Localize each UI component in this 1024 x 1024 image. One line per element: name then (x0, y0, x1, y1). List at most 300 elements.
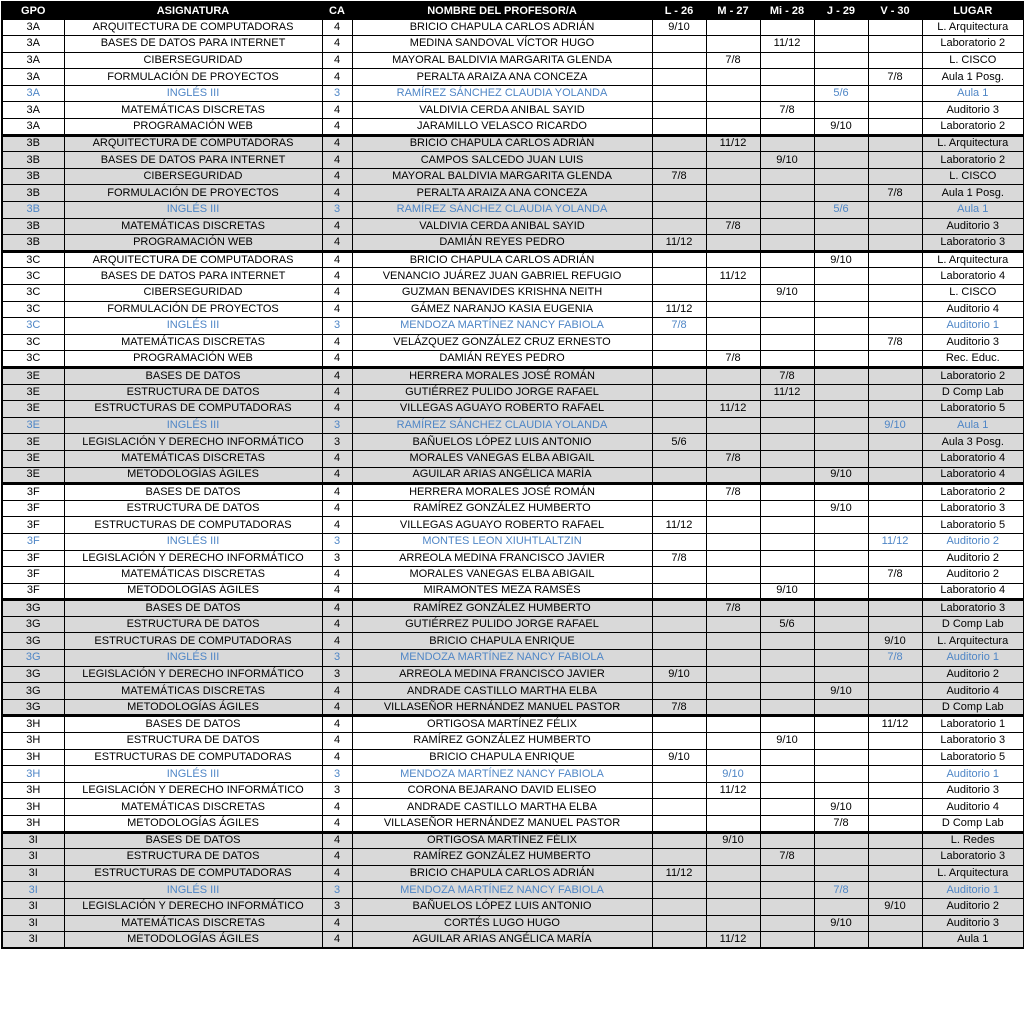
cell-profesor: MENDOZA MARTÍNEZ NANCY FABIOLA (352, 766, 652, 783)
cell-viernes-30 (868, 401, 922, 418)
cell-lunes-26 (652, 135, 706, 152)
schedule-row (2, 915, 1024, 932)
cell-lugar: Auditorio 3 (922, 334, 1024, 351)
column-header-miercoles-28: Mi - 28 (760, 2, 814, 19)
cell-ca: 4 (322, 616, 352, 633)
cell-jueves-29: 9/10 (814, 799, 868, 816)
cell-gpo: 3G (2, 699, 64, 716)
cell-ca: 3 (322, 318, 352, 335)
cell-lunes-26: 9/10 (652, 19, 706, 36)
cell-miercoles-28 (760, 666, 814, 683)
cell-gpo: 3A (2, 69, 64, 86)
cell-miercoles-28 (760, 185, 814, 202)
cell-gpo: 3A (2, 19, 64, 36)
cell-jueves-29 (814, 351, 868, 368)
cell-ca: 4 (322, 401, 352, 418)
cell-martes-27 (706, 19, 760, 36)
cell-lunes-26 (652, 334, 706, 351)
cell-viernes-30 (868, 285, 922, 302)
cell-miercoles-28 (760, 268, 814, 285)
cell-profesor: HERRERA MORALES JOSÉ ROMÁN (352, 484, 652, 501)
cell-lugar: Laboratorio 2 (922, 367, 1024, 384)
cell-gpo: 3G (2, 683, 64, 700)
cell-viernes-30: 11/12 (868, 533, 922, 550)
cell-miercoles-28: 9/10 (760, 285, 814, 302)
schedule-row (2, 268, 1024, 285)
cell-lugar: Auditorio 2 (922, 533, 1024, 550)
cell-asignatura: BASES DE DATOS (64, 832, 322, 849)
schedule-row (2, 318, 1024, 335)
cell-martes-27 (706, 318, 760, 335)
schedule-row (2, 832, 1024, 849)
cell-lunes-26 (652, 799, 706, 816)
schedule-row (2, 932, 1024, 949)
cell-asignatura: LEGISLACIÓN Y DERECHO INFORMÁTICO (64, 898, 322, 915)
cell-viernes-30: 9/10 (868, 898, 922, 915)
schedule-row (2, 882, 1024, 899)
cell-martes-27 (706, 699, 760, 716)
cell-jueves-29: 9/10 (814, 119, 868, 136)
cell-viernes-30 (868, 19, 922, 36)
cell-lunes-26 (652, 633, 706, 650)
cell-ca: 4 (322, 450, 352, 467)
cell-miercoles-28 (760, 202, 814, 219)
cell-asignatura: LEGISLACIÓN Y DERECHO INFORMÁTICO (64, 550, 322, 567)
cell-miercoles-28 (760, 318, 814, 335)
cell-gpo: 3G (2, 650, 64, 667)
cell-lunes-26: 7/8 (652, 318, 706, 335)
cell-lugar: Aula 1 Posg. (922, 69, 1024, 86)
cell-ca: 4 (322, 816, 352, 833)
cell-miercoles-28 (760, 301, 814, 318)
cell-lunes-26 (652, 251, 706, 268)
cell-martes-27 (706, 616, 760, 633)
cell-ca: 4 (322, 865, 352, 882)
cell-asignatura: ESTRUCTURA DE DATOS (64, 616, 322, 633)
cell-gpo: 3F (2, 533, 64, 550)
cell-martes-27 (706, 301, 760, 318)
column-header-asignatura: ASIGNATURA (64, 2, 322, 19)
cell-ca: 4 (322, 749, 352, 766)
cell-asignatura: ESTRUCTURAS DE COMPUTADORAS (64, 633, 322, 650)
cell-ca: 4 (322, 915, 352, 932)
cell-lugar: Rec. Educ. (922, 351, 1024, 368)
cell-asignatura: INGLÉS III (64, 650, 322, 667)
cell-ca: 4 (322, 152, 352, 169)
cell-profesor: HERRERA MORALES JOSÉ ROMÁN (352, 367, 652, 384)
cell-profesor: MENDOZA MARTÍNEZ NANCY FABIOLA (352, 318, 652, 335)
cell-gpo: 3H (2, 733, 64, 750)
cell-miercoles-28: 7/8 (760, 102, 814, 119)
schedule-row (2, 583, 1024, 600)
cell-martes-27 (706, 898, 760, 915)
cell-profesor: MIRAMONTES MEZA RAMSÉS (352, 583, 652, 600)
cell-miercoles-28: 9/10 (760, 733, 814, 750)
cell-lunes-26 (652, 367, 706, 384)
cell-asignatura: INGLÉS III (64, 533, 322, 550)
cell-lunes-26 (652, 733, 706, 750)
cell-ca: 4 (322, 185, 352, 202)
cell-martes-27 (706, 434, 760, 451)
cell-lugar: Laboratorio 2 (922, 152, 1024, 169)
cell-gpo: 3B (2, 152, 64, 169)
cell-ca: 4 (322, 52, 352, 69)
cell-asignatura: MATEMÁTICAS DISCRETAS (64, 567, 322, 584)
cell-viernes-30 (868, 202, 922, 219)
cell-lugar: L. Arquitectura (922, 865, 1024, 882)
schedule-row (2, 749, 1024, 766)
cell-asignatura: ESTRUCTURA DE DATOS (64, 384, 322, 401)
schedule-row (2, 334, 1024, 351)
cell-martes-27 (706, 467, 760, 484)
cell-profesor: RAMÍREZ GONZÁLEZ HUMBERTO (352, 733, 652, 750)
cell-lugar: Auditorio 1 (922, 650, 1024, 667)
cell-miercoles-28 (760, 749, 814, 766)
cell-viernes-30 (868, 36, 922, 53)
cell-jueves-29: 9/10 (814, 467, 868, 484)
cell-lugar: D Comp Lab (922, 616, 1024, 633)
cell-profesor: CORTÉS LUGO HUGO (352, 915, 652, 932)
cell-lunes-26: 5/6 (652, 434, 706, 451)
cell-lugar: Auditorio 1 (922, 318, 1024, 335)
schedule-row (2, 36, 1024, 53)
cell-asignatura: PROGRAMACIÓN WEB (64, 235, 322, 252)
cell-viernes-30 (868, 467, 922, 484)
class-schedule-table (1, 1, 1024, 949)
cell-viernes-30 (868, 102, 922, 119)
cell-gpo: 3A (2, 102, 64, 119)
cell-profesor: VALDIVIA CERDA ANIBAL SAYID (352, 218, 652, 235)
cell-gpo: 3H (2, 766, 64, 783)
cell-viernes-30 (868, 600, 922, 617)
cell-asignatura: INGLÉS III (64, 85, 322, 102)
schedule-row (2, 102, 1024, 119)
cell-asignatura: CIBERSEGURIDAD (64, 52, 322, 69)
cell-jueves-29 (814, 135, 868, 152)
cell-asignatura: ESTRUCTURAS DE COMPUTADORAS (64, 401, 322, 418)
cell-profesor: RAMÍREZ SÁNCHEZ CLAUDIA YOLANDA (352, 417, 652, 434)
cell-lugar: Aula 1 (922, 85, 1024, 102)
cell-viernes-30 (868, 484, 922, 501)
cell-martes-27: 11/12 (706, 135, 760, 152)
cell-ca: 3 (322, 898, 352, 915)
schedule-row (2, 218, 1024, 235)
cell-viernes-30 (868, 749, 922, 766)
schedule-row (2, 19, 1024, 36)
cell-lunes-26 (652, 500, 706, 517)
cell-martes-27 (706, 799, 760, 816)
cell-martes-27 (706, 567, 760, 584)
cell-asignatura: BASES DE DATOS (64, 367, 322, 384)
cell-gpo: 3E (2, 434, 64, 451)
cell-lugar: Laboratorio 3 (922, 733, 1024, 750)
cell-viernes-30 (868, 85, 922, 102)
cell-jueves-29 (814, 384, 868, 401)
cell-miercoles-28 (760, 932, 814, 949)
schedule-row (2, 251, 1024, 268)
cell-gpo: 3E (2, 367, 64, 384)
cell-martes-27 (706, 517, 760, 534)
cell-viernes-30 (868, 932, 922, 949)
cell-viernes-30 (868, 849, 922, 866)
cell-gpo: 3I (2, 915, 64, 932)
cell-asignatura: ESTRUCTURA DE DATOS (64, 733, 322, 750)
cell-jueves-29 (814, 52, 868, 69)
cell-lugar: Laboratorio 2 (922, 119, 1024, 136)
schedule-row (2, 152, 1024, 169)
cell-profesor: RAMÍREZ GONZÁLEZ HUMBERTO (352, 500, 652, 517)
cell-martes-27: 7/8 (706, 218, 760, 235)
cell-asignatura: BASES DE DATOS (64, 484, 322, 501)
cell-profesor: DAMIÁN REYES PEDRO (352, 351, 652, 368)
cell-ca: 4 (322, 168, 352, 185)
cell-gpo: 3F (2, 567, 64, 584)
cell-ca: 3 (322, 434, 352, 451)
cell-profesor: MENDOZA MARTÍNEZ NANCY FABIOLA (352, 882, 652, 899)
cell-asignatura: LEGISLACIÓN Y DERECHO INFORMÁTICO (64, 666, 322, 683)
cell-lugar: Laboratorio 5 (922, 517, 1024, 534)
cell-jueves-29 (814, 102, 868, 119)
cell-profesor: BRICIO CHAPULA ENRIQUE (352, 633, 652, 650)
column-header-viernes-30: V - 30 (868, 2, 922, 19)
cell-martes-27: 11/12 (706, 268, 760, 285)
cell-lugar: L. CISCO (922, 285, 1024, 302)
cell-ca: 4 (322, 334, 352, 351)
cell-lunes-26 (652, 766, 706, 783)
cell-viernes-30 (868, 666, 922, 683)
cell-lugar: L. CISCO (922, 52, 1024, 69)
cell-gpo: 3H (2, 782, 64, 799)
schedule-row (2, 185, 1024, 202)
cell-lugar: Aula 1 (922, 202, 1024, 219)
cell-martes-27: 7/8 (706, 351, 760, 368)
cell-profesor: PERALTA ARAIZA ANA CONCEZA (352, 69, 652, 86)
cell-viernes-30 (868, 832, 922, 849)
cell-lugar: Aula 1 Posg. (922, 185, 1024, 202)
schedule-table-body (2, 19, 1024, 948)
cell-ca: 4 (322, 69, 352, 86)
cell-martes-27 (706, 367, 760, 384)
cell-jueves-29 (814, 152, 868, 169)
cell-miercoles-28 (760, 567, 814, 584)
cell-lunes-26 (652, 417, 706, 434)
cell-profesor: GUZMAN BENAVIDES KRISHNA NEITH (352, 285, 652, 302)
schedule-row (2, 119, 1024, 136)
cell-gpo: 3E (2, 384, 64, 401)
cell-ca: 4 (322, 699, 352, 716)
cell-lunes-26 (652, 69, 706, 86)
cell-martes-27 (706, 849, 760, 866)
cell-viernes-30 (868, 550, 922, 567)
cell-gpo: 3G (2, 616, 64, 633)
column-header-ca: CA (322, 2, 352, 19)
cell-profesor: MENDOZA MARTÍNEZ NANCY FABIOLA (352, 650, 652, 667)
cell-gpo: 3C (2, 351, 64, 368)
cell-gpo: 3G (2, 633, 64, 650)
cell-profesor: VELÁZQUEZ GONZÁLEZ CRUZ ERNESTO (352, 334, 652, 351)
cell-ca: 4 (322, 467, 352, 484)
cell-martes-27 (706, 334, 760, 351)
cell-jueves-29 (814, 932, 868, 949)
cell-lugar: Laboratorio 5 (922, 749, 1024, 766)
cell-lunes-26: 9/10 (652, 666, 706, 683)
cell-miercoles-28 (760, 533, 814, 550)
cell-miercoles-28 (760, 85, 814, 102)
cell-lunes-26: 9/10 (652, 749, 706, 766)
cell-ca: 4 (322, 218, 352, 235)
cell-martes-27: 9/10 (706, 832, 760, 849)
cell-lugar: Auditorio 3 (922, 218, 1024, 235)
cell-viernes-30 (868, 450, 922, 467)
cell-jueves-29 (814, 533, 868, 550)
cell-miercoles-28 (760, 334, 814, 351)
cell-profesor: BRICIO CHAPULA CARLOS ADRIÁN (352, 251, 652, 268)
cell-miercoles-28 (760, 650, 814, 667)
column-header-gpo: GPO (2, 2, 64, 19)
schedule-row (2, 467, 1024, 484)
cell-asignatura: INGLÉS III (64, 882, 322, 899)
cell-gpo: 3I (2, 849, 64, 866)
cell-profesor: RAMÍREZ GONZÁLEZ HUMBERTO (352, 600, 652, 617)
cell-profesor: MORALES VANEGAS ELBA ABIGAIL (352, 567, 652, 584)
cell-viernes-30 (868, 882, 922, 899)
cell-miercoles-28 (760, 915, 814, 932)
cell-miercoles-28 (760, 19, 814, 36)
cell-viernes-30: 7/8 (868, 567, 922, 584)
cell-profesor: PERALTA ARAIZA ANA CONCEZA (352, 185, 652, 202)
cell-miercoles-28 (760, 550, 814, 567)
cell-lugar: Laboratorio 3 (922, 500, 1024, 517)
cell-profesor: GUTIÉRREZ PULIDO JORGE RAFAEL (352, 616, 652, 633)
cell-martes-27 (706, 915, 760, 932)
cell-jueves-29: 9/10 (814, 915, 868, 932)
cell-lugar: Laboratorio 3 (922, 849, 1024, 866)
cell-jueves-29 (814, 434, 868, 451)
schedule-row (2, 716, 1024, 733)
cell-gpo: 3C (2, 251, 64, 268)
cell-profesor: DAMIÁN REYES PEDRO (352, 235, 652, 252)
cell-lunes-26 (652, 285, 706, 302)
cell-lugar: Laboratorio 1 (922, 716, 1024, 733)
cell-lunes-26 (652, 716, 706, 733)
cell-asignatura: FORMULACIÓN DE PROYECTOS (64, 185, 322, 202)
cell-jueves-29 (814, 733, 868, 750)
cell-miercoles-28 (760, 898, 814, 915)
cell-asignatura: MATEMÁTICAS DISCRETAS (64, 334, 322, 351)
cell-martes-27 (706, 285, 760, 302)
cell-jueves-29: 9/10 (814, 251, 868, 268)
cell-asignatura: BASES DE DATOS (64, 600, 322, 617)
cell-lunes-26 (652, 102, 706, 119)
cell-gpo: 3F (2, 517, 64, 534)
cell-viernes-30 (868, 699, 922, 716)
cell-ca: 4 (322, 251, 352, 268)
cell-asignatura: BASES DE DATOS (64, 716, 322, 733)
cell-gpo: 3C (2, 334, 64, 351)
cell-asignatura: INGLÉS III (64, 318, 322, 335)
cell-asignatura: METODOLOGÍAS ÁGILES (64, 583, 322, 600)
cell-viernes-30 (868, 915, 922, 932)
cell-viernes-30 (868, 384, 922, 401)
cell-miercoles-28 (760, 251, 814, 268)
cell-viernes-30: 9/10 (868, 417, 922, 434)
cell-gpo: 3A (2, 36, 64, 53)
cell-gpo: 3B (2, 135, 64, 152)
cell-ca: 4 (322, 36, 352, 53)
cell-miercoles-28 (760, 168, 814, 185)
cell-jueves-29: 7/8 (814, 816, 868, 833)
cell-ca: 3 (322, 550, 352, 567)
cell-profesor: RAMÍREZ GONZÁLEZ HUMBERTO (352, 849, 652, 866)
cell-ca: 4 (322, 484, 352, 501)
cell-martes-27 (706, 152, 760, 169)
cell-gpo: 3H (2, 716, 64, 733)
cell-martes-27 (706, 749, 760, 766)
cell-lugar: Auditorio 3 (922, 782, 1024, 799)
cell-lunes-26 (652, 52, 706, 69)
cell-viernes-30 (868, 766, 922, 783)
cell-asignatura: MATEMÁTICAS DISCRETAS (64, 218, 322, 235)
cell-viernes-30 (868, 733, 922, 750)
cell-jueves-29 (814, 699, 868, 716)
cell-lugar: Laboratorio 4 (922, 268, 1024, 285)
cell-profesor: MEDINA SANDOVAL VÍCTOR HUGO (352, 36, 652, 53)
cell-profesor: MAYORAL BALDIVIA MARGARITA GLENDA (352, 168, 652, 185)
cell-lunes-26 (652, 85, 706, 102)
cell-miercoles-28: 11/12 (760, 36, 814, 53)
cell-ca: 3 (322, 766, 352, 783)
cell-miercoles-28 (760, 832, 814, 849)
cell-martes-27: 11/12 (706, 401, 760, 418)
cell-profesor: VILLASEÑOR HERNÁNDEZ MANUEL PASTOR (352, 699, 652, 716)
cell-jueves-29 (814, 285, 868, 302)
cell-ca: 3 (322, 882, 352, 899)
cell-lugar: L. Arquitectura (922, 19, 1024, 36)
cell-asignatura: PROGRAMACIÓN WEB (64, 119, 322, 136)
cell-ca: 3 (322, 666, 352, 683)
cell-miercoles-28 (760, 450, 814, 467)
cell-miercoles-28: 9/10 (760, 583, 814, 600)
cell-profesor: BRICIO CHAPULA ENRIQUE (352, 749, 652, 766)
cell-martes-27: 7/8 (706, 52, 760, 69)
cell-miercoles-28 (760, 500, 814, 517)
column-header-lunes-26: L - 26 (652, 2, 706, 19)
cell-viernes-30 (868, 816, 922, 833)
cell-profesor: ANDRADE CASTILLO MARTHA ELBA (352, 683, 652, 700)
cell-jueves-29 (814, 517, 868, 534)
schedule-row (2, 898, 1024, 915)
schedule-row (2, 351, 1024, 368)
cell-ca: 3 (322, 417, 352, 434)
cell-jueves-29 (814, 185, 868, 202)
schedule-row (2, 417, 1024, 434)
schedule-row (2, 849, 1024, 866)
cell-miercoles-28: 9/10 (760, 152, 814, 169)
cell-gpo: 3E (2, 417, 64, 434)
cell-miercoles-28 (760, 633, 814, 650)
cell-asignatura: PROGRAMACIÓN WEB (64, 351, 322, 368)
cell-miercoles-28: 11/12 (760, 384, 814, 401)
cell-ca: 3 (322, 782, 352, 799)
schedule-row (2, 616, 1024, 633)
cell-profesor: MONTES LEON XIUHTLALTZIN (352, 533, 652, 550)
cell-miercoles-28 (760, 716, 814, 733)
cell-profesor: VILLEGAS AGUAYO ROBERTO RAFAEL (352, 517, 652, 534)
cell-asignatura: METODOLOGÍAS ÁGILES (64, 816, 322, 833)
cell-lunes-26 (652, 683, 706, 700)
cell-profesor: GUTIÉRREZ PULIDO JORGE RAFAEL (352, 384, 652, 401)
cell-viernes-30 (868, 434, 922, 451)
